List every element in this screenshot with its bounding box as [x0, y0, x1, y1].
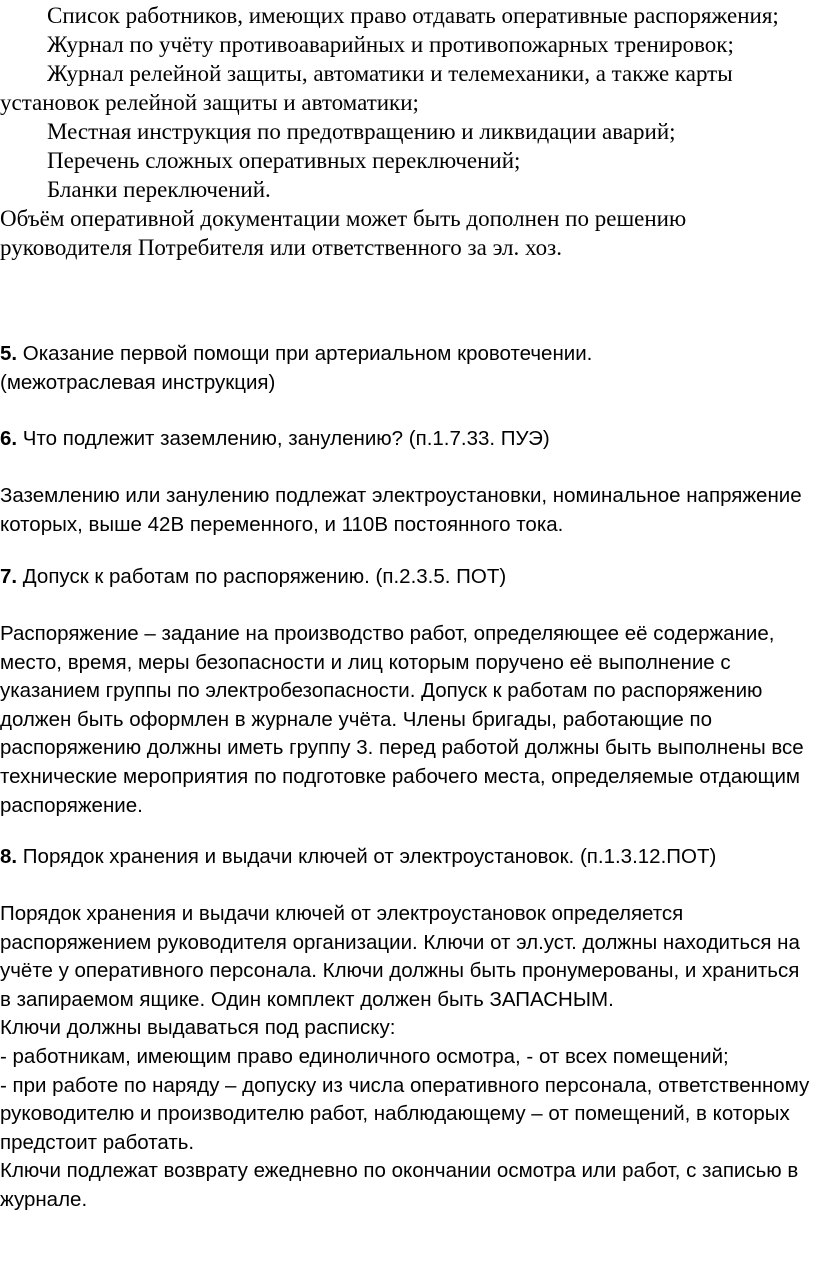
- question-6-answer: [0, 482, 810, 539]
- list-item: Журнал по учёту противоаварийных и противопожарных тренировок;: [47, 32, 734, 57]
- keys-issue-intro: Ключи должны выдаваться под расписку:: [0, 1016, 396, 1040]
- question-title: Допуск к работам по распоряжению. (п.2.3.5. ПОТ): [17, 565, 507, 588]
- list-item: Журнал релейной защиты, автоматики и телемеханики, а также карты установок релейной защиты и автоматики;: [0, 61, 733, 115]
- question-title: Оказание первой помощи при артериальном кровотечении.: [17, 342, 593, 365]
- question-5-subtitle: (межотраслевая инструкция): [0, 370, 276, 394]
- question-number: 6.: [0, 427, 18, 450]
- question-5: [0, 340, 810, 397]
- documentation-note: Объём оперативной документации может быть дополнен по решению руководителя Потребителя или ответственного за эл. хоз.: [0, 206, 687, 260]
- question-8-answer: [0, 900, 810, 1215]
- operational-docs-list: [0, 1, 810, 262]
- question-title: Порядок хранения и выдачи ключей от электроустановок. (п.1.3.12.ПОТ): [17, 845, 717, 868]
- question-7-heading: [0, 563, 810, 592]
- question-number: 8.: [0, 845, 18, 868]
- list-item: Бланки переключений.: [47, 177, 271, 202]
- question-6-heading: [0, 425, 810, 454]
- list-item: Список работников, имеющих право отдавать оперативные распоряжения;: [47, 3, 779, 28]
- question-number: 7.: [0, 565, 18, 588]
- question-8: [0, 843, 810, 872]
- answer-text: Порядок хранения и выдачи ключей от электроустановок определяется распоряжением руководителя организации. Ключи от эл.уст. должны находиться на учёте у оперативного персонала. Ключи должны быть пронумерованы, и храниться в запираемом ящике. Один комплект должен быть ЗАПАСНЫМ.: [0, 902, 800, 1011]
- answer-text: Заземлению или занулению подлежат электроустановки, номинальное напряжение которых, выше 42В переменного, и 110В постоянного тока.: [0, 484, 802, 536]
- question-title: Что подлежит заземлению, занулению? (п.1.7.33. ПУЭ): [17, 427, 550, 450]
- question-5-heading: [0, 340, 810, 369]
- answer-text: Распоряжение – задание на производство работ, определяющее её содержание, место, время, меры безопасности и лиц которым поручено её выполнение с указанием группы по электробезопасности. Допуск к работам по распоряжению должен быть оформлен в журнале учёта. Члены бригады, работающие по распоряжению должны иметь группу 3. перед работой должны быть выполнены все технические мероприятия по подготовке рабочего места, определяемые отдающим распоряжение.: [0, 622, 804, 817]
- question-6: [0, 425, 810, 454]
- question-7-answer: [0, 620, 810, 820]
- question-7: [0, 563, 810, 592]
- list-item: Местная инструкция по предотвращению и ликвидации аварий;: [47, 119, 676, 144]
- list-item: - работникам, имеющим право единоличного осмотра, - от всех помещений;: [0, 1044, 729, 1068]
- question-8-heading: [0, 843, 810, 872]
- list-item: Перечень сложных оперативных переключений;: [47, 148, 521, 173]
- list-item: - при работе по наряду – допуску из числа оперативного персонала, ответственному руководителю и производителю работ, наблюдающему – от помещений, в которых предстоит работать.: [0, 1073, 810, 1154]
- keys-return-rule: Ключи подлежат возврату ежедневно по окончании осмотра или работ, с записью в журнале.: [0, 1159, 799, 1211]
- question-number: 5.: [0, 342, 18, 365]
